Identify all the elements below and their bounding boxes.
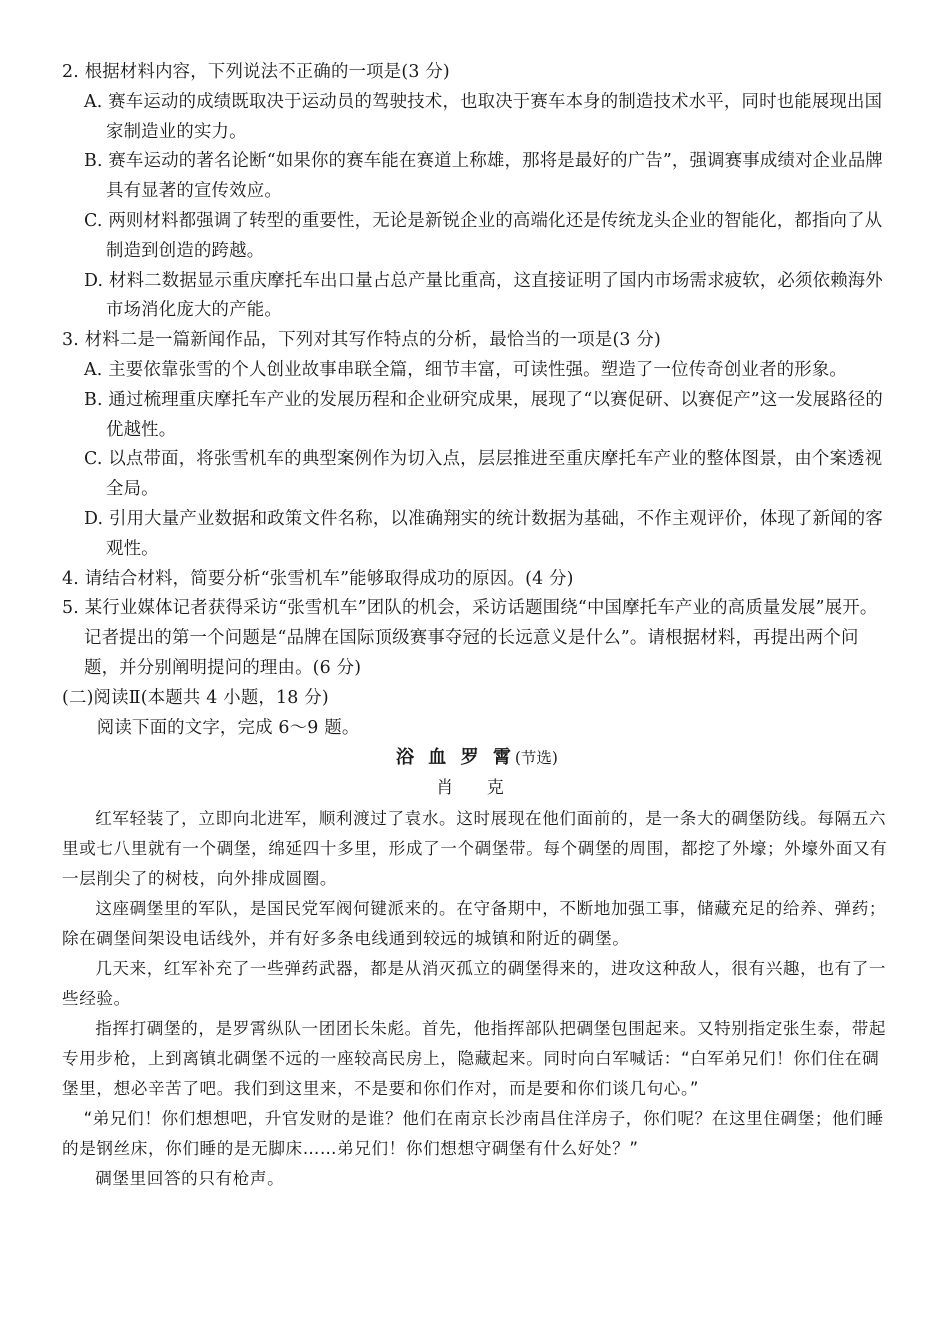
- passage-paragraph: 指挥打碉堡的，是罗霄纵队一团团长朱彪。首先，他指挥部队把碉堡包围起来。又特别指定张生泰，带起专用步枪，上到离镇北碉堡不远的一座较高民房上，隐藏起来。同时向白军喊话：“白军弟兄们！你们住在碉堡里，想必辛苦了吧。我们到这里来，不是要和你们作对，而是要和你们谈几句心。”: [62, 1018, 887, 1098]
- question-4: 4. 请结合材料，简要分析“张雪机车”能够取得成功的原因。(4 分): [62, 568, 574, 589]
- option-text: B. 赛车运动的著名论断“如果你的赛车能在赛道上称雄，那将是最好的广告”，强调赛事成绩对企业品牌具有显著的宣传效应。: [84, 151, 884, 202]
- question-3-option-a: [84, 356, 892, 386]
- passage-title-text: 浴 血 罗 霄: [396, 747, 515, 769]
- reading-instruction: 阅读下面的文字，完成 6～9 题。: [96, 717, 360, 738]
- option-text: D. 引用大量产业数据和政策文件名称，以准确翔实的统计数据为基础，不作主观评价，体现了新闻的客观性。: [84, 508, 883, 559]
- passage-paragraph: 几天来，红军补充了一些弹药武器，都是从消灭孤立的碉堡得来的，进攻这种敌人，很有兴趣，也有了一些经验。: [62, 958, 887, 1008]
- question-3-option-b: [84, 386, 892, 446]
- question-3-stem: 3. 材料二是一篇新闻作品，下列对其写作特点的分析，最恰当的一项是(3 分): [62, 330, 661, 351]
- question-2-option-a: [84, 88, 892, 148]
- question-2-option-d: [84, 267, 892, 327]
- passage-title-note: (节选): [514, 749, 558, 768]
- option-text: C. 以点带面，将张雪机车的典型案例作为切入点，层层推进至重庆摩托车产业的整体图景，由个案透视全局。: [84, 449, 883, 500]
- passage-paragraph: 碉堡里回答的只有枪声。: [95, 1168, 285, 1188]
- passage-paragraph: 红军轻装了，立即向北进军，顺利渡过了袁水。这时展现在他们面前的，是一条大的碉堡防线。每隔五六里或七八里就有一个碉堡，绵延四十多里，形成了一个碉堡带。每个碉堡的周围，都挖了外壕；外壕外面又有一层削尖了的树枝，向外排成圆圈。: [62, 808, 888, 888]
- passage-title: [62, 743, 892, 774]
- passage-author: 肖 克: [436, 778, 518, 799]
- question-2-stem: 2. 根据材料内容，下列说法不正确的一项是(3 分): [62, 62, 450, 82]
- passage-paragraph: 这座碉堡里的军队，是国民党军阀何键派来的。在守备期中，不断地加强工事，储藏充足的给养、弹药；除在碉堡间架设电话线外，并有好多条电线通到较远的城镇和附近的碉堡。: [62, 898, 887, 948]
- option-text: B. 通过梳理重庆摩托车产业的发展历程和企业研究成果，展现了“以赛促研、以赛促产”这一发展路径的优越性。: [84, 389, 884, 440]
- question-2-option-b: [84, 147, 892, 207]
- option-text: A. 赛车运动的成绩既取决于运动员的驾驶技术，也取决于赛车本身的制造技术水平，同时也能展现出国家制造业的实力。: [84, 91, 883, 142]
- question-5: 5. 某行业媒体记者获得采访“张雪机车”团队的机会，采访话题围绕“中国摩托车产业的高质量发展”展开。记者提出的第一个问题是“品牌在国际顶级赛事夺冠的长远意义是什么”。请根据材料，再提出两个问题，并分别阐明提问的理由。(6 分): [62, 598, 878, 678]
- question-2-option-c: [84, 207, 892, 267]
- question-3-option-d: [84, 505, 892, 565]
- option-text: D. 材料二数据显示重庆摩托车出口量占总产量比重高，这直接证明了国内市场需求疲软，必须依赖海外市场消化庞大的产能。: [84, 270, 883, 321]
- passage-paragraph: “弟兄们！你们想想吧，升官发财的是谁？他们在南京长沙南昌住洋房子，你们呢？在这里住碉堡；他们睡的是钢丝床，你们睡的是无脚床……弟兄们！你们想想守碉堡有什么好处？”: [62, 1108, 884, 1158]
- option-text: C. 两则材料都强调了转型的重要性，无论是新锐企业的高端化还是传统龙头企业的智能化，都指向了从制造到创造的跨越。: [84, 210, 883, 261]
- section-heading: (二)阅读Ⅱ(本题共 4 小题，18 分): [62, 687, 329, 708]
- option-text: A. 主要依靠张雪的个人创业故事串联全篇，细节丰富，可读性强。塑造了一位传奇创业者的形象。: [84, 359, 848, 380]
- question-3-option-c: [84, 445, 892, 505]
